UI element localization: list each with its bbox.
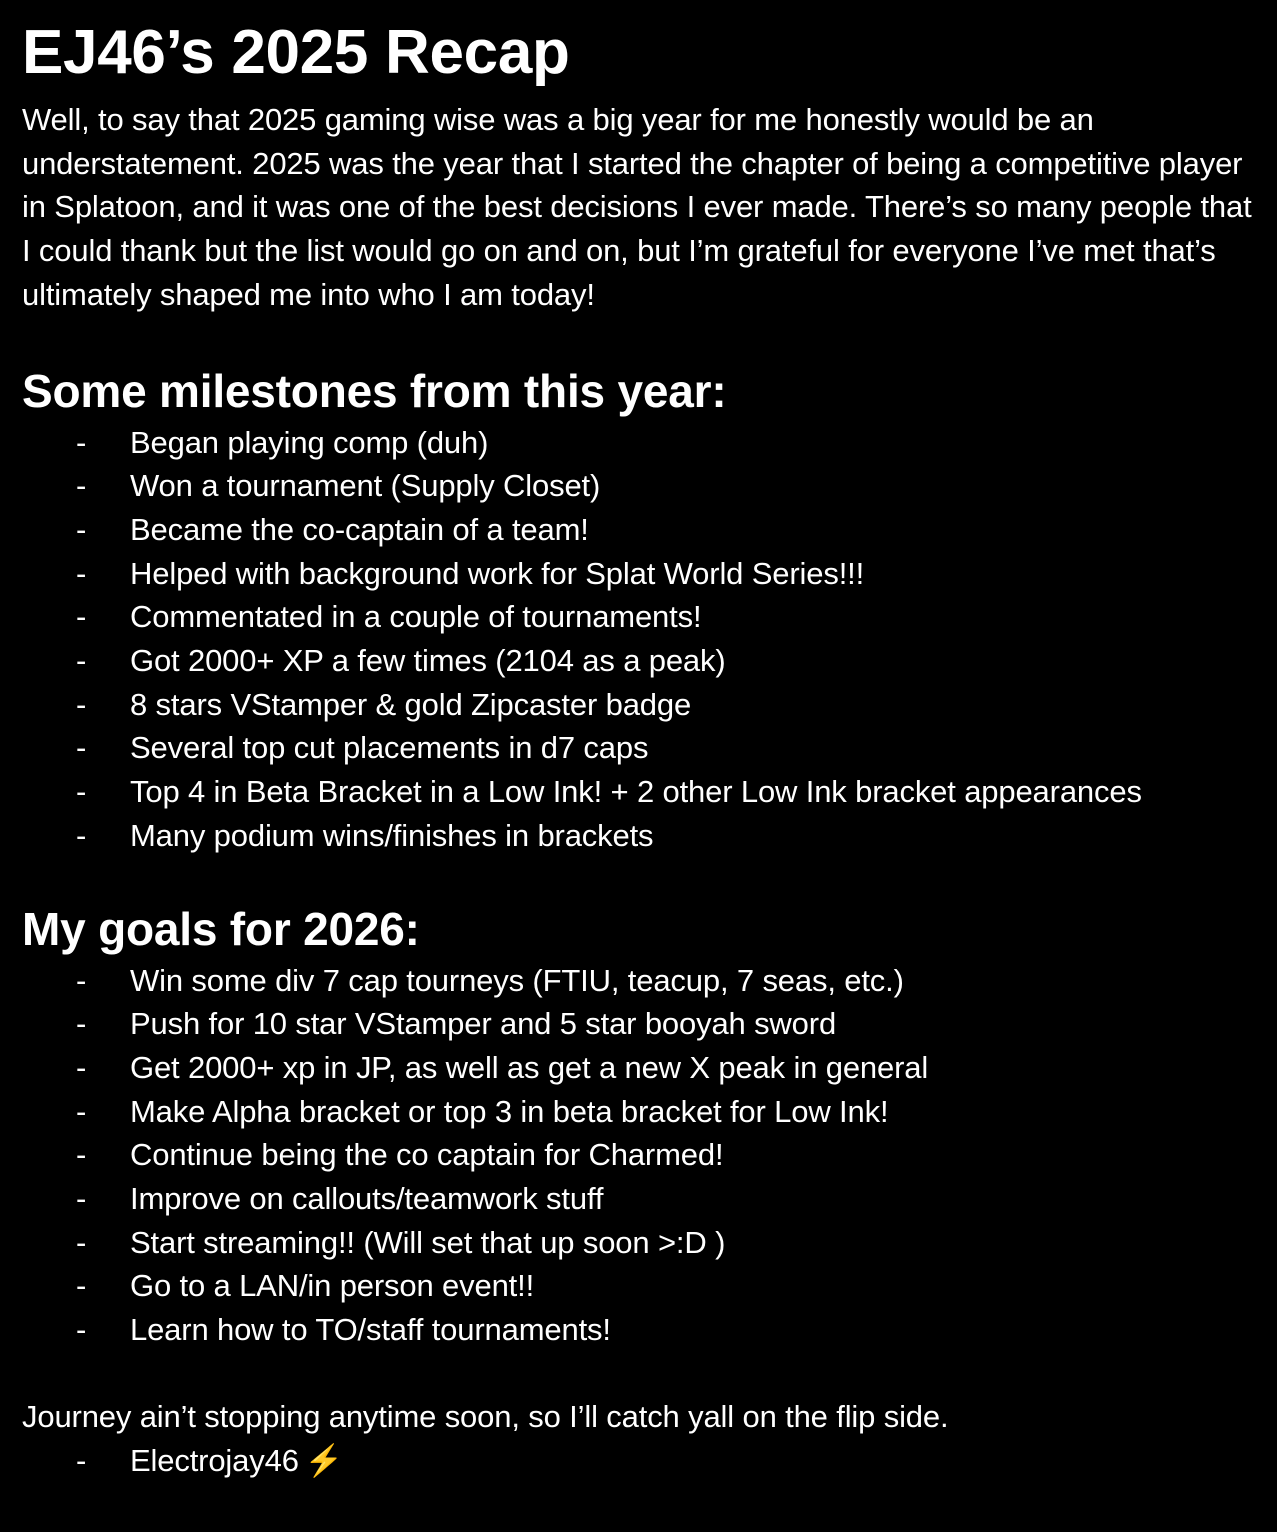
list-item: - Go to a LAN/in person event!! — [22, 1264, 1262, 1308]
list-item: - Became the co-captain of a team! — [22, 508, 1262, 552]
list-item: - Top 4 in Beta Bracket in a Low Ink! + 2 other Low Ink bracket appearances — [22, 770, 1262, 814]
bullet-dash: - — [76, 555, 87, 591]
goals-list — [22, 959, 1262, 1352]
signature-name: Electrojay46 — [130, 1442, 299, 1478]
signature-list — [22, 1439, 1262, 1483]
signature — [22, 1439, 1262, 1483]
bullet-dash: - — [76, 1181, 87, 1217]
bullet-dash: - — [76, 468, 87, 504]
list-item: - Won a tournament (Supply Closet) — [22, 464, 1262, 508]
list-item: - Win some div 7 cap tourneys (FTIU, teacup, 7 seas, etc.) — [22, 959, 1262, 1003]
list-item: - Many podium wins/finishes in brackets — [22, 814, 1262, 858]
closing-line: Journey ain’t stopping anytime soon, so I’ll catch yall on the flip side. — [22, 1398, 949, 1434]
list-item: - Learn how to TO/staff tournaments! — [22, 1308, 1262, 1352]
bullet-dash: - — [76, 1049, 87, 1085]
list-item: - Helped with background work for Splat World Series!!! — [22, 552, 1262, 596]
bullet-dash: - — [76, 1006, 87, 1042]
list-item: - 8 stars VStamper & gold Zipcaster badge — [22, 683, 1262, 727]
list-item: - Several top cut placements in d7 caps — [22, 726, 1262, 770]
list-item: - Got 2000+ XP a few times (2104 as a peak) — [22, 639, 1262, 683]
bullet-dash: - — [76, 424, 87, 460]
list-item: - Commentated in a couple of tournaments! — [22, 595, 1262, 639]
intro-paragraph: Well, to say that 2025 gaming wise was a big year for me honestly would be an understatement. 2025 was the year that I started the chapter of being a competitive player in Splatoon, and it was one of the best decisions I ever made. There’s so many people that I could thank but the list would go on and on, but I’m grateful for everyone I’ve met that’s ultimately shaped me into who I am today! — [22, 102, 1252, 312]
list-item: - Improve on callouts/teamwork stuff — [22, 1177, 1262, 1221]
milestones-list — [22, 421, 1262, 858]
bullet-dash: - — [76, 1093, 87, 1129]
bullet-dash: - — [76, 686, 87, 722]
bullet-dash: - — [76, 1442, 87, 1478]
milestones-heading: Some milestones from this year: — [22, 364, 727, 417]
bullet-dash: - — [76, 1312, 87, 1348]
goals-heading: My goals for 2026: — [22, 902, 420, 955]
recap-document — [22, 18, 1262, 1482]
list-item: - Get 2000+ xp in JP, as well as get a new X peak in general — [22, 1046, 1262, 1090]
page-title: EJ46’s 2025 Recap — [22, 18, 570, 87]
list-item: - Began playing comp (duh) — [22, 421, 1262, 465]
list-item: - Continue being the co captain for Charmed! — [22, 1133, 1262, 1177]
bullet-dash: - — [76, 817, 87, 853]
bullet-dash: - — [76, 774, 87, 810]
bullet-dash: - — [76, 1268, 87, 1304]
bullet-dash: - — [76, 599, 87, 635]
list-item: - Start streaming!! (Will set that up soon >:D ) — [22, 1221, 1262, 1265]
bullet-dash: - — [76, 643, 87, 679]
bullet-dash: - — [76, 1224, 87, 1260]
lightning-bolt-icon: ⚡ — [304, 1442, 344, 1478]
bullet-dash: - — [76, 730, 87, 766]
list-item: - Make Alpha bracket or top 3 in beta bracket for Low Ink! — [22, 1090, 1262, 1134]
list-item: - Push for 10 star VStamper and 5 star booyah sword — [22, 1002, 1262, 1046]
bullet-dash: - — [76, 962, 87, 998]
bullet-dash: - — [76, 1137, 87, 1173]
bullet-dash: - — [76, 511, 87, 547]
